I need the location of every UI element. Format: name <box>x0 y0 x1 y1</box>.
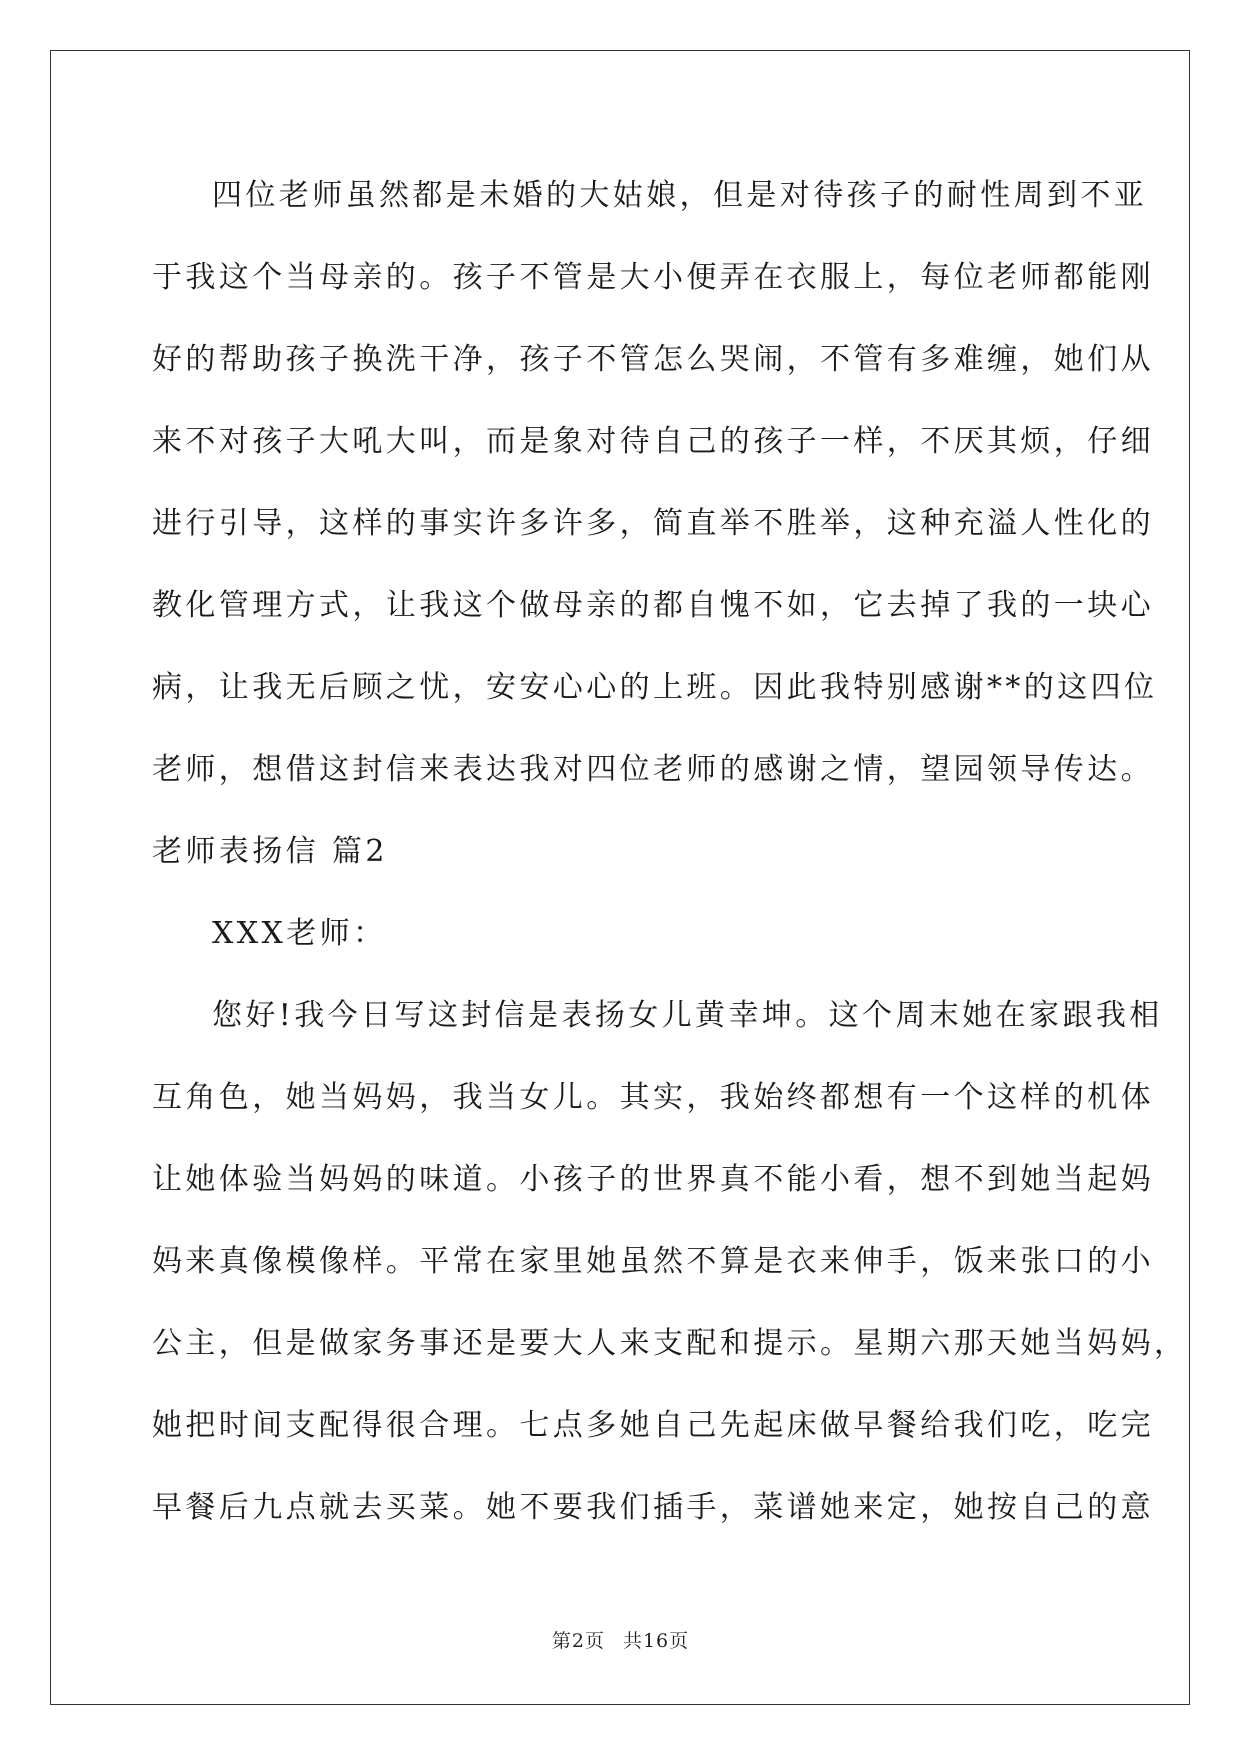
paragraph-line: 让她体验当妈妈的味道。小孩子的世界真不能小看，想不到她当起妈 <box>152 1162 1154 1197</box>
salutation: XXX老师： <box>212 916 387 951</box>
paragraph-line: 互角色，她当妈妈，我当女儿。其实，我始终都想有一个这样的机体 <box>152 1080 1154 1115</box>
paragraph-line: 来不对孩子大吼大叫，而是象对待自己的孩子一样，不厌其烦，仔细 <box>152 424 1154 459</box>
paragraph-line: 教化管理方式，让我这个做母亲的都自愧不如，它去掉了我的一块心 <box>152 588 1154 623</box>
paragraph-line: 进行引导，这样的事实许多许多，简直举不胜举，这种充溢人性化的 <box>152 506 1154 541</box>
paragraph-line: 您好!我今日写这封信是表扬女儿黄幸坤。这个周末她在家跟我相 <box>212 998 1163 1033</box>
page-total: 共16页 <box>622 1630 690 1652</box>
paragraph-line: 病，让我无后顾之忧，安安心心的上班。因此我特别感谢**的这四位 <box>152 670 1158 705</box>
page-number: 第2页 <box>551 1630 605 1652</box>
paragraph-line: 妈来真像模像样。平常在家里她虽然不算是衣来伸手，饭来张口的小 <box>152 1244 1154 1279</box>
paragraph-line: 四位老师虽然都是未婚的大姑娘，但是对待孩子的耐性周到不亚 <box>212 178 1148 213</box>
paragraph-line: 早餐后九点就去买菜。她不要我们插手，菜谱她来定，她按自己的意 <box>152 1490 1154 1525</box>
paragraph-line: 老师，想借这封信来表达我对四位老师的感谢之情，望园领导传达。 <box>152 752 1154 787</box>
paragraph-line: 于我这个当母亲的。孩子不管是大小便弄在衣服上，每位老师都能刚 <box>152 260 1154 295</box>
document-body <box>152 164 1188 1558</box>
paragraph-line: 她把时间支配得很合理。七点多她自己先起床做早餐给我们吃，吃完 <box>152 1408 1154 1443</box>
section-heading: 老师表扬信 篇2 <box>152 834 388 869</box>
paragraph-line: 公主，但是做家务事还是要大人来支配和提示。星期六那天她当妈妈， <box>152 1326 1188 1361</box>
page-footer <box>0 1626 1241 1653</box>
paragraph-line: 好的帮助孩子换洗干净，孩子不管怎么哭闹，不管有多难缠，她们从 <box>152 342 1154 377</box>
